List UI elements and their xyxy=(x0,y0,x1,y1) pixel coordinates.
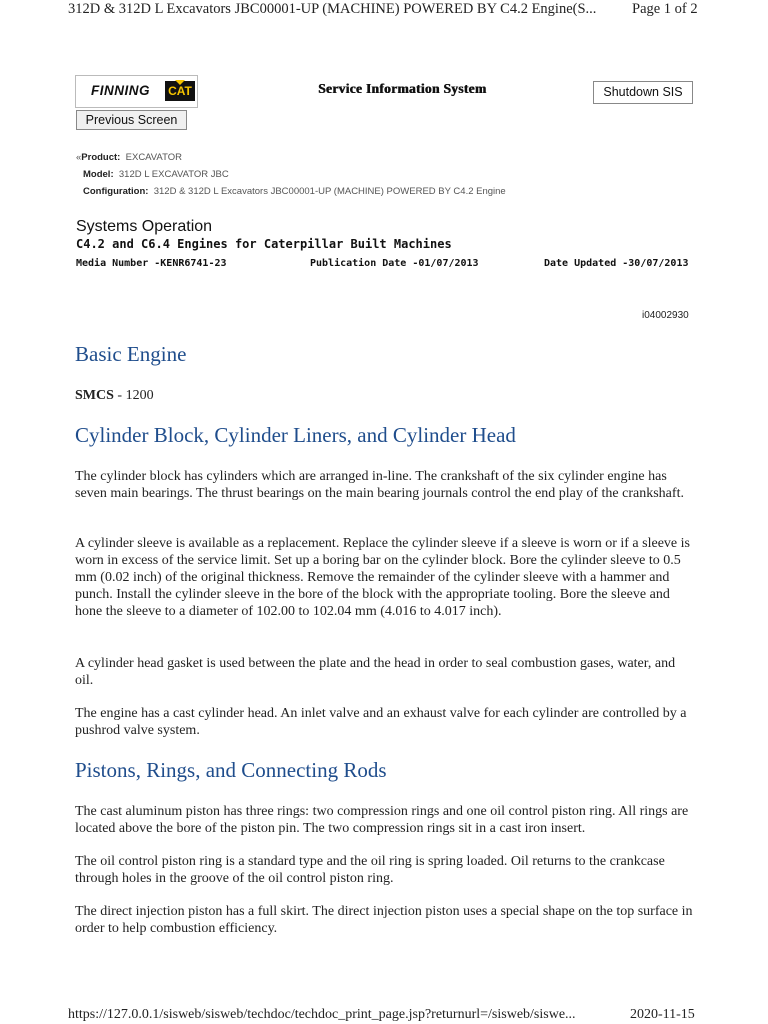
media-number: Media Number -KENR6741-23 xyxy=(76,258,227,269)
model-row xyxy=(83,169,229,180)
heading-cylinder-block: Cylinder Block, Cylinder Liners, and Cylinder Head xyxy=(75,423,516,447)
configuration-row xyxy=(83,186,506,197)
heading-basic-engine: Basic Engine xyxy=(75,342,187,366)
paragraph-direct-injection: The direct injection piston has a full skirt. The direct injection piston uses a special shape on the top surface in order to help combustion efficiency. xyxy=(75,904,693,936)
cat-triangle-icon xyxy=(175,80,185,85)
previous-screen-button[interactable]: Previous Screen xyxy=(76,110,187,130)
smcs-value: - 1200 xyxy=(113,388,154,403)
section-title: Systems Operation xyxy=(76,218,213,235)
cat-logo: CAT xyxy=(165,81,195,101)
finning-cat-logo xyxy=(75,75,198,108)
document-id: i04002930 xyxy=(642,310,689,321)
smcs-label: SMCS xyxy=(75,388,114,403)
paragraph-oil-control-ring: The oil control piston ring is a standard type and the oil ring is spring loaded. Oil returns to the crankcase through holes in the groove of the oil control piston ring. xyxy=(75,854,665,886)
date-updated: Date Updated -30/07/2013 xyxy=(544,258,689,269)
product-value: EXCAVATOR xyxy=(125,152,182,163)
heading-pistons: Pistons, Rings, and Connecting Rods xyxy=(75,758,387,782)
model-label: Model: xyxy=(83,169,114,180)
model-value: 312D L EXCAVATOR JBC xyxy=(118,169,229,180)
paragraph-cylinder-block: The cylinder block has cylinders which are arranged in-line. The crankshaft of the six cylinder engine has seven main bearings. The thrust bearings on the main bearing journals control the end play of the crankshaft. xyxy=(75,469,684,501)
paragraph-cylinder-sleeve: A cylinder sleeve is available as a replacement. Replace the cylinder sleeve if a sleeve is worn or if a sleeve is worn in excess of the service limit. Set up a boring bar on the cylinder block. Bore the cylinder sleeve to 0.5 mm (0.02 inch) of the original thickness. Remove the remainder of the cylinder sleeve with a hammer and punch. Install the cylinder sleeve in the bore of the block with the appropriate tooling. Bore the sleeve and hone the sleeve to a diameter of 102.00 to 102.04 mm (4.016 to 4.017 inch). xyxy=(75,536,690,619)
document-subtitle: C4.2 and C6.4 Engines for Caterpillar Built Machines xyxy=(76,237,452,251)
configuration-value: 312D & 312D L Excavators JBC00001-UP (MACHINE) POWERED BY C4.2 Engine xyxy=(153,186,506,197)
print-header-title: 312D & 312D L Excavators JBC00001-UP (MACHINE) POWERED BY C4.2 Engine(S... xyxy=(68,1,597,17)
footer-date: 2020-11-15 xyxy=(630,1007,695,1022)
shutdown-sis-button[interactable]: Shutdown SIS xyxy=(593,81,693,104)
paragraph-head-gasket: A cylinder head gasket is used between the plate and the head in order to seal combustion gases, water, and oil. xyxy=(75,656,676,688)
service-information-system-title: Service Information System xyxy=(318,81,487,96)
footer-url: https://127.0.0.1/sisweb/sisweb/techdoc/techdoc_print_page.jsp?returnurl=/sisweb/siswe... xyxy=(68,1007,576,1022)
smcs-code xyxy=(75,388,154,404)
publication-date: Publication Date -01/07/2013 xyxy=(310,258,479,269)
finning-logo-text: FINNING xyxy=(91,83,150,98)
configuration-label: Configuration: xyxy=(83,186,149,197)
product-back-icon[interactable]: « xyxy=(76,152,82,163)
page-number: Page 1 of 2 xyxy=(632,1,698,17)
print-header xyxy=(0,0,768,22)
product-row xyxy=(76,152,182,163)
paragraph-piston-rings: The cast aluminum piston has three rings: two compression rings and one oil control piston ring. All rings are located above the bore of the piston pin. The two compression rings sit in a cast iron insert. xyxy=(75,804,689,836)
paragraph-cylinder-head: The engine has a cast cylinder head. An inlet valve and an exhaust valve for each cylinder are controlled by a pushrod valve system. xyxy=(75,706,687,738)
product-label: Product: xyxy=(81,152,121,163)
